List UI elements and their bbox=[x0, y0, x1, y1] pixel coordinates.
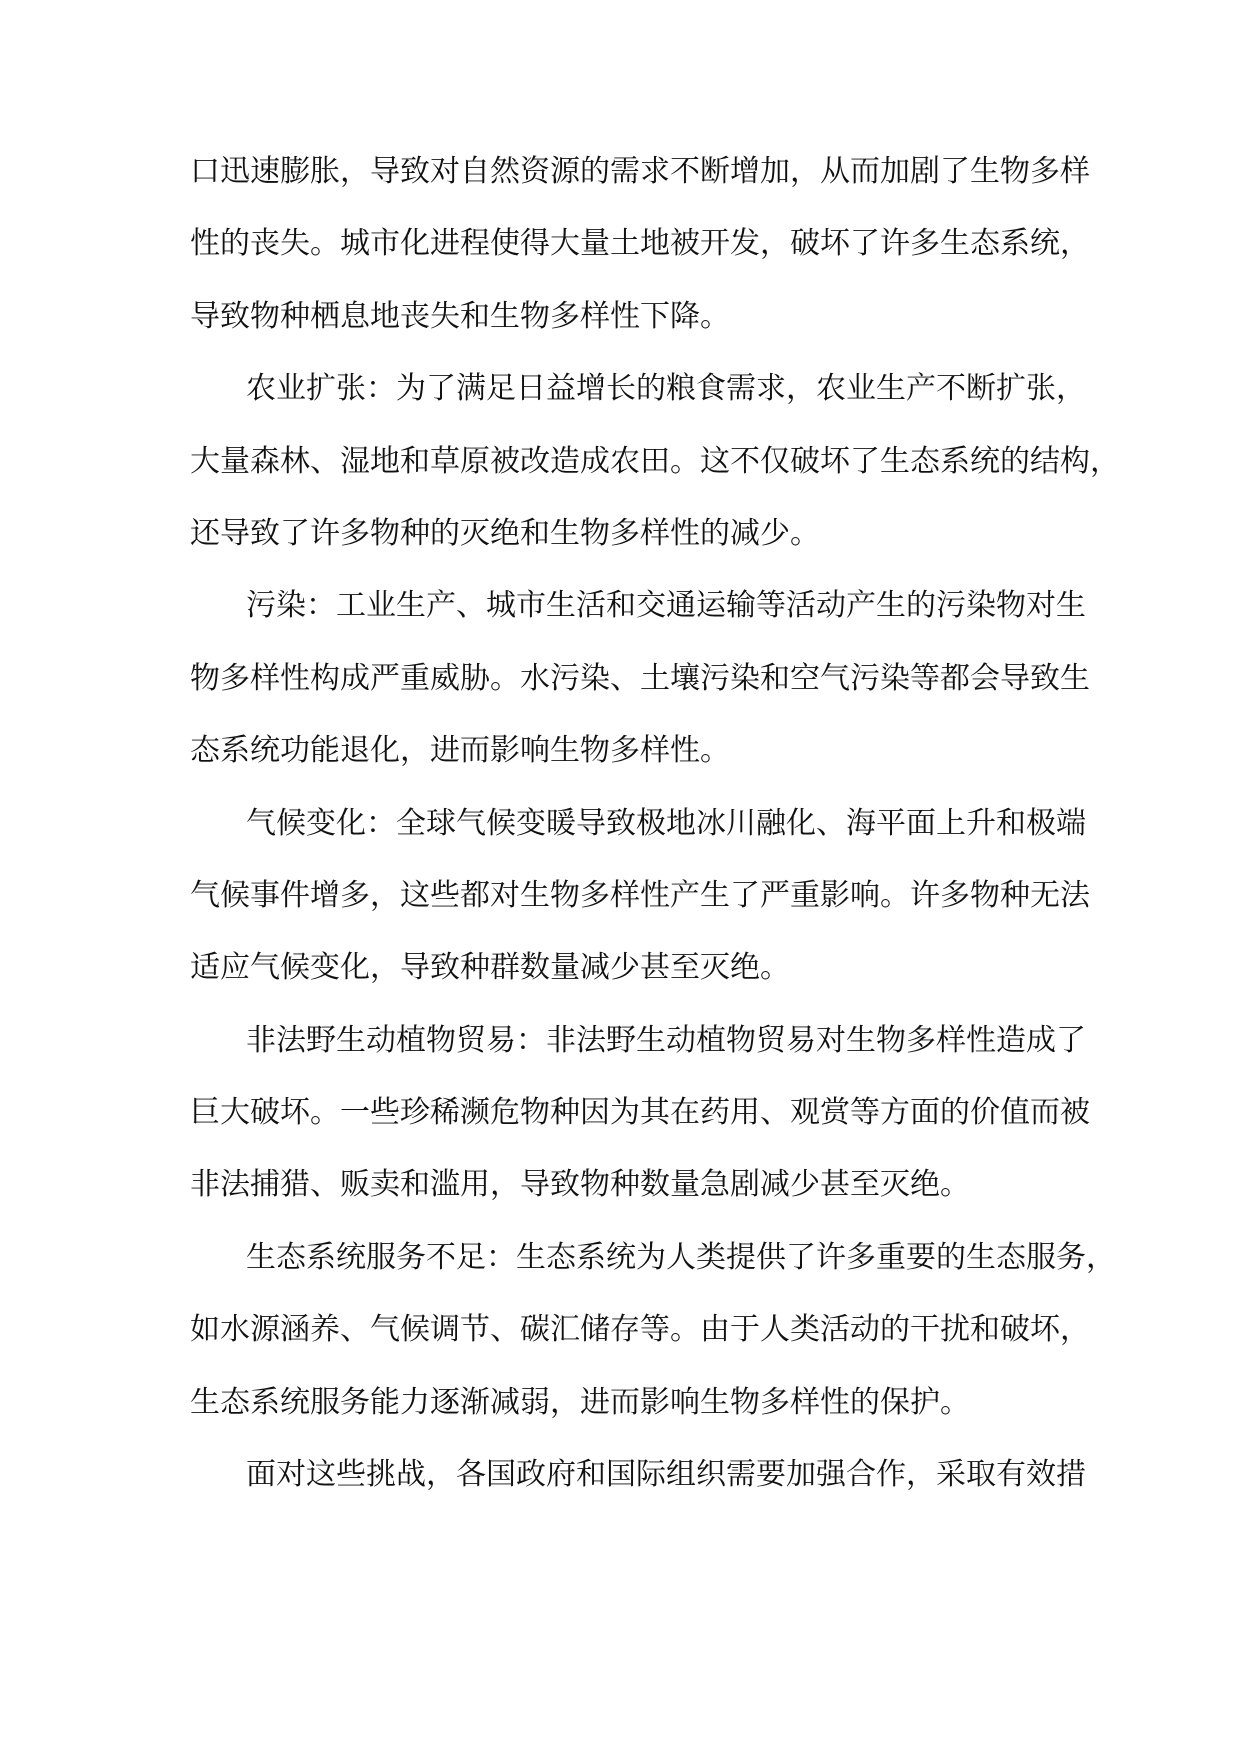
text-line: 性的丧失。城市化进程使得大量土地被开发，破坏了许多生态系统， bbox=[190, 226, 1090, 262]
text-line: 如水源涵养、气候调节、碳汇储存等。由于人类活动的干扰和破坏， bbox=[190, 1312, 1090, 1348]
text-line: 巨大破坏。一些珍稀濒危物种因为其在药用、观赏等方面的价值而被 bbox=[190, 1095, 1090, 1131]
text-line: 导致物种栖息地丧失和生物多样性下降。 bbox=[190, 298, 730, 334]
paragraph-first-line: 生态系统服务不足：生态系统为人类提供了许多重要的生态服务， bbox=[246, 1239, 1116, 1275]
text-line: 物多样性构成严重威胁。水污染、土壤污染和空气污染等都会导致生 bbox=[190, 660, 1090, 696]
text-line: 口迅速膨胀，导致对自然资源的需求不断增加，从而加剧了生物多样 bbox=[190, 154, 1090, 189]
text-line: 适应气候变化，导致种群数量减少甚至灭绝。 bbox=[190, 950, 790, 986]
paragraph-first-line: 面对这些挑战，各国政府和国际组织需要加强合作，采取有效措 bbox=[246, 1457, 1086, 1493]
body-text bbox=[190, 136, 1120, 1511]
text-line: 态系统功能退化，进而影响生物多样性。 bbox=[190, 733, 730, 769]
text-line: 气候事件增多，这些都对生物多样性产生了严重影响。许多物种无法 bbox=[190, 877, 1090, 913]
paragraph-first-line: 农业扩张：为了满足日益增长的粮食需求，农业生产不断扩张， bbox=[246, 371, 1086, 407]
text-line: 还导致了许多物种的灭绝和生物多样性的减少。 bbox=[190, 515, 820, 551]
paragraph-first-line: 污染：工业生产、城市生活和交通运输等活动产生的污染物对生 bbox=[246, 588, 1086, 624]
text-line: 非法捕猎、贩卖和滥用，导致物种数量急剧减少甚至灭绝。 bbox=[190, 1167, 970, 1203]
paragraph-first-line: 气候变化：全球气候变暖导致极地冰川融化、海平面上升和极端 bbox=[246, 805, 1086, 841]
text-line: 生态系统服务能力逐渐减弱，进而影响生物多样性的保护。 bbox=[190, 1384, 970, 1420]
text-line: 大量森林、湿地和草原被改造成农田。这不仅破坏了生态系统的结构， bbox=[190, 443, 1120, 479]
paragraph-first-line: 非法野生动植物贸易：非法野生动植物贸易对生物多样性造成了 bbox=[246, 1022, 1086, 1058]
